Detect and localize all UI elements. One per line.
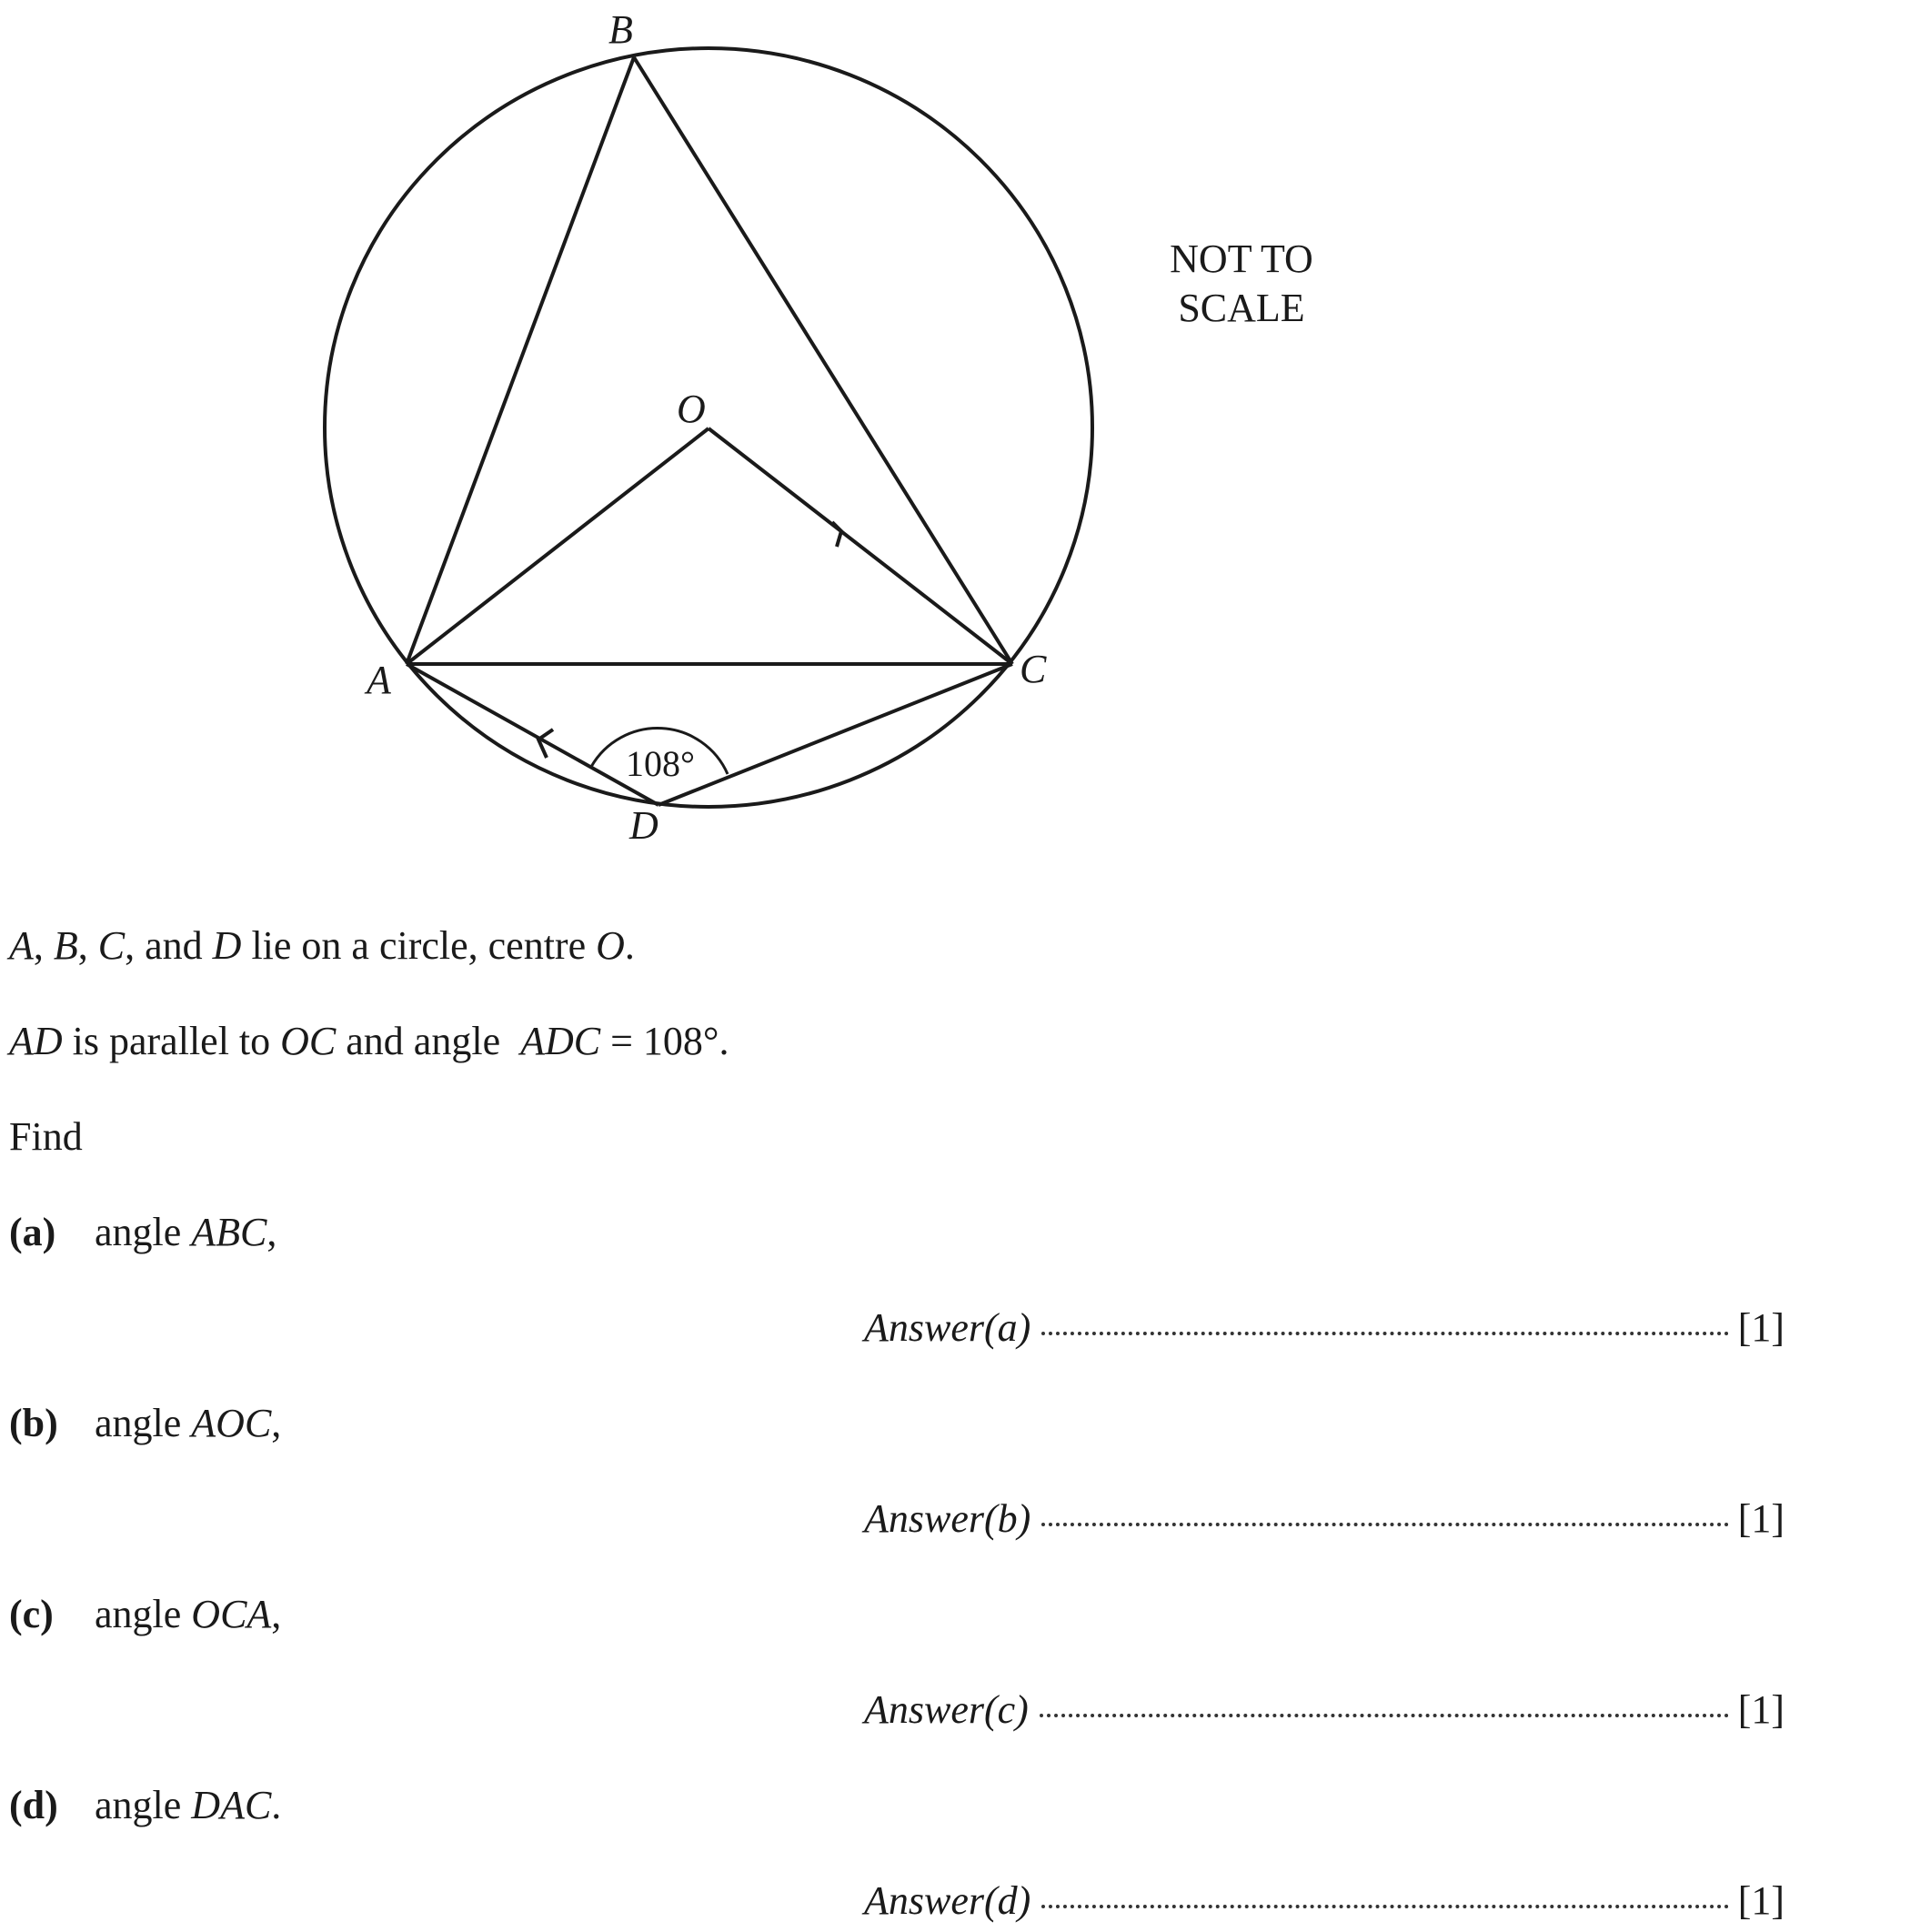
var-AD: AD <box>9 1019 63 1063</box>
var-OC: OC <box>280 1019 337 1063</box>
answer-a-line <box>864 1303 1784 1353</box>
segment-OC <box>709 428 1012 664</box>
text: , and <box>125 923 213 968</box>
question-d-angle: DAC <box>191 1783 272 1827</box>
question-a-label: (a) <box>9 1210 56 1254</box>
var-D: D <box>212 923 242 968</box>
question-d <box>9 1780 281 1831</box>
question-a-angle: ABC <box>191 1210 267 1254</box>
question-b-angle: AOC <box>191 1401 272 1445</box>
segment-BC <box>634 57 1012 664</box>
statement-parallel <box>9 1016 729 1067</box>
var-B: B <box>53 923 78 968</box>
answer-a-field[interactable] <box>1041 1332 1728 1335</box>
find-label: Find <box>9 1114 83 1159</box>
circle-diagram-svg <box>0 0 1910 873</box>
label-A: A <box>367 658 391 702</box>
label-B: B <box>608 7 633 52</box>
text: and angle <box>336 1019 521 1063</box>
text: angle <box>95 1783 192 1827</box>
circle-diagram <box>0 0 1910 873</box>
text: is parallel to <box>62 1019 281 1063</box>
text: angle <box>95 1401 192 1445</box>
question-c-label: (c) <box>9 1592 54 1636</box>
text: . <box>624 923 635 968</box>
text: . <box>271 1783 282 1827</box>
answer-d-label: Answer(d) <box>864 1878 1031 1923</box>
answer-c-line <box>864 1685 1784 1736</box>
question-d-label: (d) <box>9 1783 58 1827</box>
text: , <box>271 1592 282 1636</box>
answer-d-field[interactable] <box>1041 1905 1728 1908</box>
text: lie on a circle, centre <box>241 923 597 968</box>
text: angle <box>95 1210 192 1254</box>
answer-b-label: Answer(b) <box>864 1496 1031 1541</box>
answer-a-marks: [1] <box>1737 1305 1784 1350</box>
circle <box>325 48 1092 807</box>
answer-b-marks: [1] <box>1737 1496 1784 1541</box>
question-c-angle: OCA <box>191 1592 272 1636</box>
var-ADC: ADC <box>520 1019 601 1063</box>
segment-AD <box>407 664 658 805</box>
not-to-scale-note <box>1137 235 1346 333</box>
answer-c-marks: [1] <box>1737 1687 1784 1732</box>
var-C: C <box>97 923 126 968</box>
answer-d-marks: [1] <box>1737 1878 1784 1923</box>
text: , <box>77 923 98 968</box>
question-c <box>9 1589 281 1640</box>
answer-c-field[interactable] <box>1040 1714 1729 1717</box>
text: angle <box>95 1592 192 1636</box>
text: , <box>271 1401 282 1445</box>
text: = 108°. <box>600 1019 729 1063</box>
text: , <box>266 1210 277 1254</box>
parallel-arrow-OC <box>832 522 841 547</box>
angle-label-ADC: 108° <box>626 743 695 784</box>
question-a <box>9 1207 276 1258</box>
answer-a-label: Answer(a) <box>864 1305 1031 1350</box>
question-b <box>9 1398 281 1449</box>
answer-c-label: Answer(c) <box>864 1687 1029 1732</box>
label-C: C <box>1020 647 1047 691</box>
label-D: D <box>629 803 658 848</box>
question-b-label: (b) <box>9 1401 58 1445</box>
var-O: O <box>596 923 625 968</box>
answer-b-line <box>864 1494 1784 1545</box>
answer-d-line <box>864 1876 1784 1927</box>
label-O: O <box>677 387 706 431</box>
not-to-scale-line1: NOT TO <box>1170 236 1313 281</box>
var-A: A <box>9 923 34 968</box>
answer-b-field[interactable] <box>1041 1523 1728 1526</box>
statement-points-on-circle <box>9 921 635 971</box>
text: , <box>33 923 54 968</box>
not-to-scale-line2: SCALE <box>1178 286 1305 330</box>
